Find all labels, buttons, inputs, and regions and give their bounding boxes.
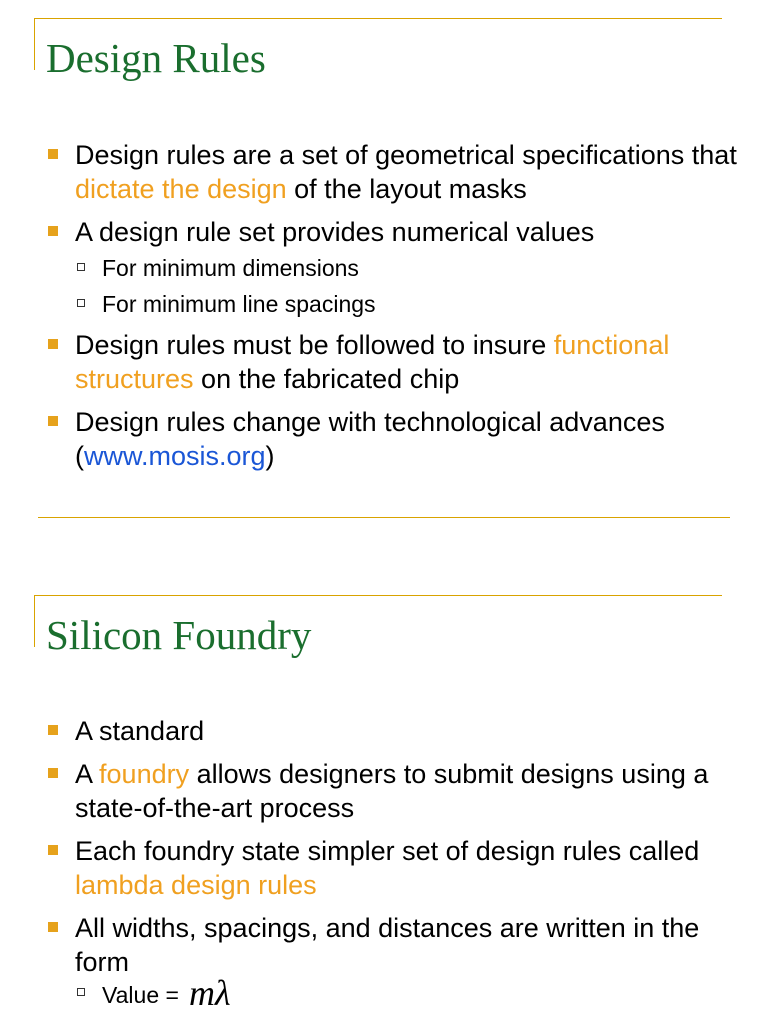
- sub-bullet-item: Value = mλ: [75, 979, 738, 1010]
- bullet-item: A foundry allows designers to submit designs using a state-of-the-art process: [0, 757, 768, 825]
- bullet-item: A standard: [0, 714, 768, 748]
- bullet-item: Design rules change with technological advances (www.mosis.org): [0, 405, 768, 473]
- square-bullet-icon: [48, 845, 58, 855]
- slide-bottom-rule: [38, 517, 730, 518]
- square-bullet-icon: [48, 768, 58, 778]
- sub-bullet-list: [75, 973, 738, 1013]
- bullet-item: Each foundry state simpler set of design rules called lambda design rules: [0, 834, 768, 902]
- square-bullet-icon: [48, 725, 58, 735]
- highlight-text: dictate the design: [75, 174, 287, 204]
- mosis-link[interactable]: www.mosis.org: [84, 441, 266, 471]
- square-bullet-icon: [48, 339, 58, 349]
- slide-top-rule: [34, 18, 722, 19]
- hollow-square-bullet-icon: [77, 299, 85, 307]
- highlight-text: functional structures: [75, 330, 670, 394]
- hollow-square-bullet-icon: [77, 988, 85, 996]
- slide-top-rule: [34, 595, 722, 596]
- sub-bullet-item: For minimum line spacings: [75, 290, 738, 319]
- sub-bullet-item: For minimum dimensions: [75, 254, 738, 283]
- square-bullet-icon: [48, 149, 58, 159]
- lambda-formula: mλ: [188, 973, 231, 1013]
- sub-bullet-list: [75, 254, 738, 319]
- bullet-list: [0, 138, 768, 482]
- hollow-square-bullet-icon: [77, 263, 85, 271]
- bullet-item: All widths, spacings, and distances are written in the form Value = mλ: [0, 911, 768, 1010]
- bullet-item: A design rule set provides numerical values For minimum dimensions For minimum line spacings: [0, 215, 768, 319]
- bullet-list: [0, 714, 768, 1019]
- square-bullet-icon: [48, 226, 58, 236]
- slide-title: Design Rules: [46, 35, 266, 81]
- bullet-item: Design rules are a set of geometrical specifications that dictate the design of the layout masks: [0, 138, 768, 206]
- bullet-item: Design rules must be followed to insure functional structures on the fabricated chip: [0, 328, 768, 396]
- slide-silicon-foundry: [0, 578, 768, 1024]
- slide-left-rule: [34, 18, 35, 70]
- square-bullet-icon: [48, 416, 58, 426]
- slide-title: Silicon Foundry: [46, 612, 312, 658]
- slide-left-rule: [34, 595, 35, 647]
- square-bullet-icon: [48, 922, 58, 932]
- highlight-text: lambda design rules: [75, 870, 317, 900]
- highlight-text: foundry: [99, 759, 190, 789]
